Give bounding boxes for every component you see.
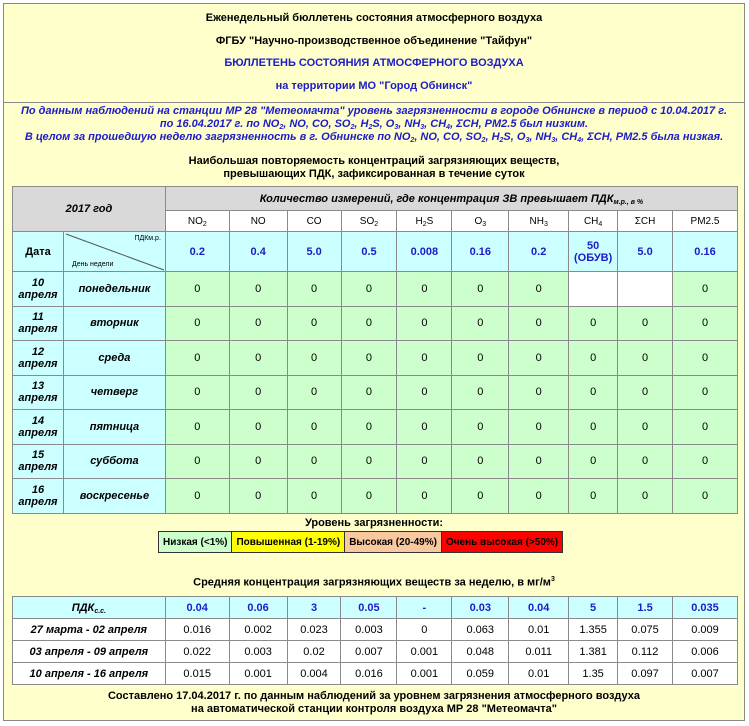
exceedance-value: 0 [569,341,618,376]
avg-pdk-value: 0.06 [229,597,287,619]
exceedance-value: 0 [397,375,452,410]
exceedance-value: 0 [341,375,397,410]
exceedance-value: 0 [397,306,452,341]
pollutant-subscript: 3 [543,220,548,228]
avg-value: 0.007 [673,663,738,685]
avg-value: 1.381 [569,641,618,663]
avg-value: 0.015 [165,663,229,685]
avg-period: 10 апреля - 16 апреля [13,663,166,685]
exceedance-value: 0 [287,479,341,514]
avg-row [13,619,738,641]
exceedance-value: 0 [165,410,229,445]
avg-pdk-value: 1.5 [618,597,673,619]
exceedance-value: 0 [341,306,397,341]
exceedance-value: 0 [287,341,341,376]
pdk-value: 5.0 [287,232,341,272]
avg-pdk-value: 3 [287,597,341,619]
exceedance-value: 0 [165,306,229,341]
table-row [13,341,738,376]
organization-name: ФГБУ "Научно-производственное объединение "Тайфун" [215,35,533,47]
bulletin-sheet [3,3,745,721]
row-day: воскресенье [63,479,165,514]
bulletin-heading: БЮЛЛЕТЕНЬ СОСТОЯНИЯ АТМОСФЕРНОГО ВОЗДУХА [224,57,524,69]
pdk-day-header [63,232,165,272]
avg-value: 0.023 [287,619,341,641]
avg-value: 0.059 [452,663,509,685]
avg-value: 0.004 [287,663,341,685]
pollutant-header [229,211,287,232]
exceedance-value [618,272,673,307]
exceedance-value [569,272,618,307]
legend-item: Низкая (<1%) [159,532,232,553]
avg-value: 0.097 [618,663,673,685]
avg-value: 0.001 [397,641,452,663]
pollutant-name: ΣCH [634,215,656,227]
footer-line-1: Составлено 17.04.2017 г. по данным наблюдений за уровнем загрязнения атмосферного воздуха [107,690,641,702]
table-row [13,410,738,445]
pollutant-subscript: 2 [374,220,379,228]
pollutant-tail: S [426,215,434,227]
exceedance-value: 0 [618,410,673,445]
pollutant-header [287,211,341,232]
exceedance-value: 0 [673,375,738,410]
exceedance-value: 0 [618,306,673,341]
exceedance-value: 0 [287,272,341,307]
pdk-value: 0.2 [165,232,229,272]
row-date: 15 апреля [13,444,64,479]
avg-value: 0.002 [229,619,287,641]
table-row [13,444,738,479]
exceedance-value: 0 [229,272,287,307]
avg-pdk-value: 0.03 [452,597,509,619]
avg-pdk-value: 0.04 [509,597,569,619]
row-date: 13 апреля [13,375,64,410]
pollutant-name: SO [359,215,375,227]
exceedance-value: 0 [397,444,452,479]
avg-value: 0.003 [341,619,397,641]
avg-value: 0.063 [452,619,509,641]
exceedance-value: 0 [673,306,738,341]
pdk-value: 0.16 [452,232,509,272]
avg-value: 0.01 [509,663,569,685]
exceedance-value: 0 [452,272,509,307]
exceedance-value: 0 [397,341,452,376]
row-date: 16 апреля [13,479,64,514]
pollutant-name: NH [529,215,544,227]
exceedance-value: 0 [618,375,673,410]
exceedance-value: 0 [452,341,509,376]
exceedance-value: 0 [509,272,569,307]
row-day: понедельник [63,272,165,307]
exceedance-value: 0 [509,479,569,514]
avg-value: 0.016 [341,663,397,685]
legend-item: Повышенная (1-19%) [232,532,345,553]
day-header-label: День недели [71,261,114,268]
table-row [13,272,738,307]
repeat-note-line-1: Наибольшая повторяемость концентраций загрязняющих веществ, [188,155,560,167]
exceedance-value: 0 [287,375,341,410]
exceedance-value: 0 [165,479,229,514]
avg-pdk-value: 5 [569,597,618,619]
exceedance-value: 0 [618,444,673,479]
exceedance-value: 0 [509,375,569,410]
pollutant-header [452,211,509,232]
pollutant-name: NO [187,215,203,227]
pdk-value: 50 (ОБУВ) [569,232,618,272]
legend-title: Уровень загрязненности: [304,517,444,529]
exceedance-value: 0 [569,444,618,479]
avg-row [13,663,738,685]
exceedance-value: 0 [452,479,509,514]
pollutant-subscript: 3 [482,220,487,228]
pollutant-name: CH [583,215,599,227]
exceedance-value: 0 [569,479,618,514]
exceedance-title: Количество измерений, где концентрация ЗВ превышает $ПДК_{м.р., в \%}$ [165,187,737,211]
summary-line-1: По данным наблюдений на станции МР 28 "Метеомачта" уровень загрязненности в городе Обнинске в период с 10.04.2017 г. [20,105,728,117]
pollutant-name: NO [250,215,266,227]
exceedance-value: 0 [165,375,229,410]
avg-pdk-value: - [397,597,452,619]
average-table [12,596,738,685]
pdk-value: 0.2 [509,232,569,272]
exceedance-value: 0 [569,306,618,341]
compiled-note [4,690,744,716]
avg-value: 0.022 [165,641,229,663]
footer-line-2: на автоматической станции контроля воздуха МР 28 "Метеомачта" [191,703,557,715]
exceedance-value: 0 [165,444,229,479]
legend-item: Высокая (20-49%) [345,532,442,553]
pdk-value: 0.4 [229,232,287,272]
exceedance-value: 0 [229,341,287,376]
avg-value: 0.009 [673,619,738,641]
exceedance-value: 0 [509,306,569,341]
table-row [13,306,738,341]
row-date: 14 апреля [13,410,64,445]
exceedance-value: 0 [397,479,452,514]
territory-label: на территории МО "Город Обнинск" [275,80,473,92]
avg-value: 0.003 [229,641,287,663]
avg-period: 27 марта - 02 апреля [13,619,166,641]
exceedance-value: 0 [165,341,229,376]
avg-value: 0.006 [673,641,738,663]
exceedance-value: 0 [341,341,397,376]
pollutant-subscript: 2 [422,220,427,228]
avg-period: 03 апреля - 09 апреля [13,641,166,663]
pollutant-name: H [415,215,423,227]
avg-value: 0 [397,619,452,641]
repeat-note [4,155,744,181]
avg-value: 0.016 [165,619,229,641]
exceedance-value: 0 [509,410,569,445]
exceedance-value: 0 [452,444,509,479]
exceedance-value: 0 [673,479,738,514]
avg-row [13,641,738,663]
pdk-value: 5.0 [618,232,673,272]
row-date: 10 апреля [13,272,64,307]
pdk-header-label: ПДКм.р. [134,235,161,242]
year-label: 2017 год [13,187,166,232]
row-date: 12 апреля [13,341,64,376]
summary-line-3: В целом за прошедшую неделю загрязненность в г. Обнинске по $NO_2$, NO, CO, $SO_2$, $H_2S$, $O_3$, $NH_3$, $CH_4$, ΣCH, PM2.5 была низкая. [24,131,724,144]
avg-value: 0.02 [287,641,341,663]
avg-value: 0.001 [229,663,287,685]
exceedance-value: 0 [229,444,287,479]
exceedance-value: 0 [397,272,452,307]
avg-value: 0.048 [452,641,509,663]
divider [4,102,744,103]
exceedance-value: 0 [229,479,287,514]
pollutant-subscript: 4 [598,220,603,228]
row-day: среда [63,341,165,376]
row-date: 11 апреля [13,306,64,341]
row-day: суббота [63,444,165,479]
avg-pdk-value: 0.04 [165,597,229,619]
exceedance-value: 0 [569,375,618,410]
legend-item: Очень высокая (>50%) [441,532,562,553]
exceedance-value: 0 [673,410,738,445]
pollutant-name: CO [306,215,322,227]
bulletin-title: Еженедельный бюллетень состояния атмосферного воздуха [205,12,543,24]
exceedance-value: 0 [341,410,397,445]
exceedance-value: 0 [165,272,229,307]
pdk-value: 0.16 [673,232,738,272]
pollutant-header [673,211,738,232]
exceedance-value: 0 [341,272,397,307]
avg-pdk-label: $ПДК_{с.с.}$ [13,597,166,619]
pollutant-header [165,211,229,232]
pollutant-name: O [474,215,483,227]
pollutant-header [569,211,618,232]
exceedance-value: 0 [452,375,509,410]
pollutant-subscript: 2 [202,220,207,228]
avg-pdk-value: 0.05 [341,597,397,619]
avg-value: 0.011 [509,641,569,663]
pollutant-header [618,211,673,232]
pollutant-header [341,211,397,232]
average-title: Средняя концентрация загрязняющих веществ за неделю, в $мг/м^3$ [193,576,555,589]
exceedance-value: 0 [229,375,287,410]
exceedance-value: 0 [287,306,341,341]
avg-value: 1.35 [569,663,618,685]
repeat-note-line-2: превышающих ПДК, зафиксированная в течение суток [223,168,525,180]
exceedance-value: 0 [287,410,341,445]
summary-line-2: по 16.04.2017 г. по $NO_2$, NO, CO, $SO_2$, $H_2S$, $O_3$, $NH_3$, $CH_4$, ΣCH, PM2.5 был низким. [159,118,589,131]
pdk-value: 0.5 [341,232,397,272]
row-day: вторник [63,306,165,341]
exceedance-value: 0 [452,306,509,341]
date-header: Дата [13,232,64,272]
exceedance-value: 0 [618,479,673,514]
table-row [13,479,738,514]
exceedance-value: 0 [229,410,287,445]
exceedance-value: 0 [452,410,509,445]
exceedance-value: 0 [229,306,287,341]
table-row [13,375,738,410]
exceedance-value: 0 [341,444,397,479]
exceedance-value: 0 [287,444,341,479]
exceedance-value: 0 [673,341,738,376]
exceedance-value: 0 [509,341,569,376]
avg-pdk-value: 0.035 [673,597,738,619]
exceedance-value: 0 [673,272,738,307]
exceedance-table [12,186,738,514]
avg-value: 0.007 [341,641,397,663]
pollution-legend [158,531,563,553]
exceedance-value: 0 [569,410,618,445]
pollutant-header [397,211,452,232]
row-day: четверг [63,375,165,410]
exceedance-value: 0 [509,444,569,479]
exceedance-value: 0 [618,341,673,376]
avg-value: 0.075 [618,619,673,641]
exceedance-value: 0 [673,444,738,479]
exceedance-value: 0 [397,410,452,445]
row-day: пятница [63,410,165,445]
pollutant-header [509,211,569,232]
observation-summary [4,105,744,144]
avg-value: 1.355 [569,619,618,641]
avg-value: 0.001 [397,663,452,685]
pdk-value: 0.008 [397,232,452,272]
avg-value: 0.112 [618,641,673,663]
pollutant-name: PM2.5 [690,215,720,227]
exceedance-value: 0 [341,479,397,514]
avg-value: 0.01 [509,619,569,641]
